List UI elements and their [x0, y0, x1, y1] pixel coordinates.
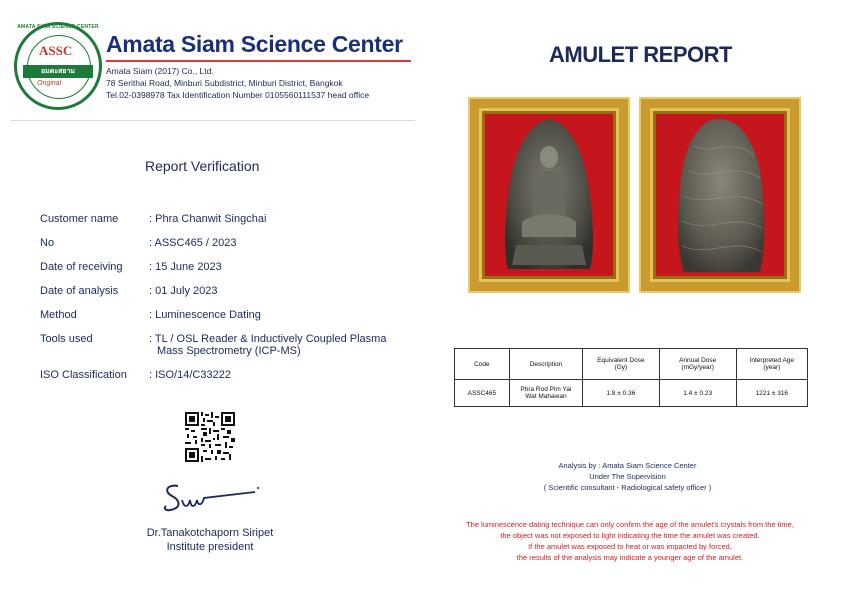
- field-label-customer: Customer name: [40, 213, 119, 225]
- header-red-rule: [106, 60, 411, 62]
- field-label-iso: ISO Classification: [40, 369, 127, 381]
- amulet-back-frame: [641, 99, 799, 291]
- analysis-supervision: Under The Supervision: [589, 472, 666, 481]
- field-value-tools: : TL / OSL Reader & Inductively Coupled Plasma: [149, 333, 387, 345]
- signer-title: Institute president: [166, 541, 254, 553]
- company-name: Amata Siam Science Center: [106, 31, 403, 57]
- disclaimer-line-3: If the amulet was exposed to heat or was impacted by forced,: [528, 542, 732, 551]
- signer-name: Dr.Tanakotchaporn Siripet: [146, 527, 274, 539]
- address-line-1: Amata Siam (2017) Co., Ltd.: [106, 66, 214, 76]
- field-value-tools-line2: Mass Spectrometry (ICP-MS): [157, 345, 301, 357]
- address-line-2: 78 Serithai Road, Minburi Subdistrict, Minburi District, Bangkok: [106, 78, 343, 88]
- disclaimer-line-2: the object was not exposed to light indicating the time the amulet was created.: [500, 531, 760, 540]
- field-label-receiving: Date of receiving: [40, 261, 123, 273]
- field-value-analysis: : 01 July 2023: [149, 285, 218, 297]
- disclaimer-line-1: The luminescence dating technique can only confirm the age of the amulet's crystals from the time,: [466, 520, 794, 529]
- amulet-front-image: [502, 117, 596, 274]
- header-annual-dose: Annual Dose (mGy/year): [659, 349, 736, 380]
- field-value-method: : Luminescence Dating: [149, 309, 261, 321]
- field-value-customer: : Phra Chanwit Singchai: [149, 213, 267, 225]
- report-title: AMULET REPORT: [549, 42, 732, 67]
- results-header-row: [455, 349, 808, 380]
- field-label-method: Method: [40, 309, 77, 321]
- analysis-by: Analysis by : Amata Siam Science Center: [558, 461, 697, 470]
- cell-interpreted-age: 1221 ± 316: [736, 380, 807, 407]
- logo-band: อมตะสยาม: [23, 65, 93, 78]
- assc-logo: [14, 22, 102, 110]
- amulet-back-image: [674, 116, 768, 276]
- header-code: Code: [455, 349, 510, 380]
- address-line-3: Tel.02-0398978 Tax Identification Number 0105560111537 head office: [106, 90, 370, 100]
- header-description: Description: [509, 349, 582, 380]
- cell-description: Phra Rod Pim Yai Wat Mahawan: [509, 380, 582, 407]
- verification-title: Report Verification: [145, 158, 260, 174]
- field-value-no: : ASSC465 / 2023: [149, 237, 237, 249]
- field-label-tools: Tools used: [40, 333, 93, 345]
- header-interpreted-age: Interpreted Age (year): [736, 349, 807, 380]
- field-value-iso: : ISO/14/C33222: [149, 369, 231, 381]
- cell-annual-dose: 1.4 ± 0.23: [659, 380, 736, 407]
- logo-ring-text: AMATA SIAM SCIENCE CENTER: [17, 24, 99, 30]
- signature-icon: [160, 478, 270, 518]
- header-equivalent-dose: Equivalent Dose (Gy): [583, 349, 660, 380]
- logo-abbr: ASSC: [39, 43, 73, 58]
- amulet-front-frame: [470, 99, 628, 291]
- qr-code-icon: [185, 412, 235, 462]
- disclaimer-line-4: the results of the analysis may indicate a younger age of the amulet.: [516, 553, 744, 562]
- results-table: [454, 348, 808, 407]
- field-value-receiving: : 15 June 2023: [149, 261, 222, 273]
- field-label-no: No: [40, 237, 55, 249]
- logo-original: Original: [37, 80, 62, 87]
- header-divider: [10, 120, 415, 121]
- cell-code: ASSC465: [455, 380, 510, 407]
- cell-equivalent-dose: 1.8 ± 0.36: [583, 380, 660, 407]
- analysis-consultant: ( Scientific consultant - Radiological safety officer ): [543, 483, 712, 492]
- table-row: [455, 380, 808, 407]
- field-label-analysis: Date of analysis: [40, 285, 119, 297]
